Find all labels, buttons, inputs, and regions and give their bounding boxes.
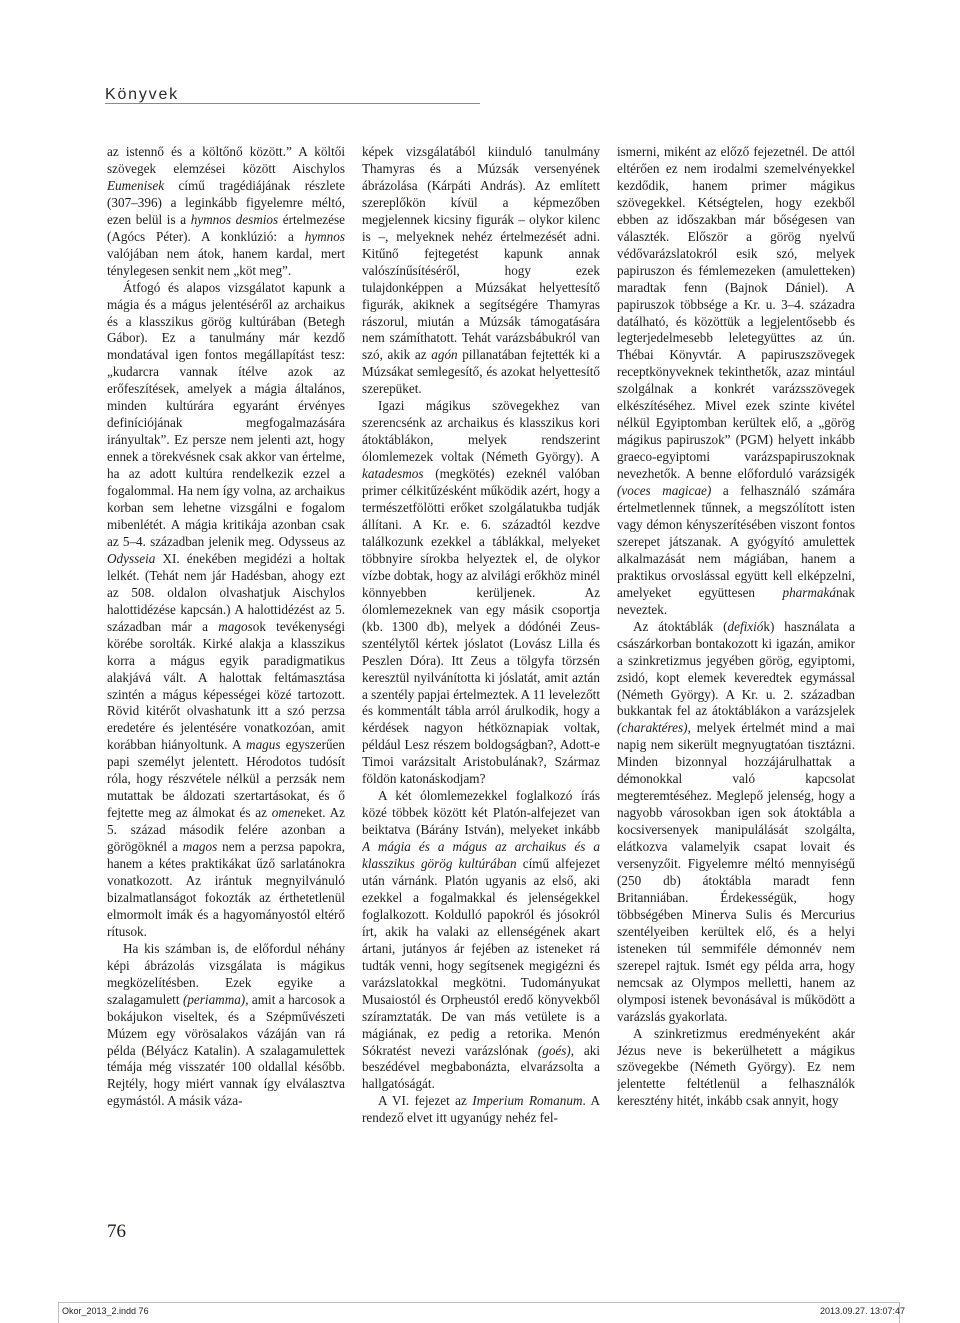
slug-box <box>58 1302 900 1323</box>
text-column-1 <box>107 144 345 1194</box>
paragraph: Az átoktáblák (defixiók) használata a császárkorban bontakozott ki igazán, amikor a szinkretizmus jegyében görög, egyiptomi, zsidó, kopt elemek keveredtek egymással (Németh György). A Kr. u. 2. században bukkantak fel az átoktáblákon a varázsjelek (charaktéres), melyek értelmét mind a mai napig nem sikerült megnyugtatóan tisztázni. Minden bizonnyal hozzájárulhattak a démonokkal való kapcsolat megteremtéséhez. Meglepő jelenség, hogy a nagyobb városokban igen sok átoktábla a kocsiversenyek manipulálását szolgálta, elátkozva valamelyik csapat lovait és versenyzőit. Figyelemre méltó mennyiségű (250 db) átoktábla maradt fenn Britanniában. Érdekességük, hogy többségében Minerva Sulis és Mercurius szentélyeiben kerültek elő, és a helyi isteneken túl semmiféle démonnév nem szerepel rajtuk. Ismét egy példa arra, hogy nemcsak az Olympos melletti, hanem az olymposi istenek bevonásával is működött a varázslás gyakorlata. <box>617 618 855 1024</box>
paragraph: Ha kis számban is, de előfordul néhány képi ábrázolás vizsgálata is mágikus megközelítésben. Ezek egyike a szalagamulett (periamma), amit a harcosok a bokájukon viseltek, és a Szépművészeti Múzem egy vörösalakos vázáján van rá példa (Bélyácz Katalin). A szalagamulettek témája még visszatér 100 oldallal később. Rejtély, hogy miért vannak így elválasztva egymástól. A másik váza- <box>107 940 345 1109</box>
page-number: 76 <box>107 1221 126 1242</box>
slug-time: 13:07:47 <box>870 1306 906 1316</box>
slug-date: 2013.09.27. <box>820 1306 868 1316</box>
paragraph: ismerni, miként az előző fejezetnél. De attól eltérően ez nem irodalmi szemelvényekkel kezdődik, hanem primer mágikus szövegekkel. Kétségtelen, hogy ezekből ebben az időszakban már bőségesen van választék. Először a görög nyelvű védővarázslatokról esik szó, melyek papiruszon és fémlemezeken (amuletteken) maradtak fenn (Bajnok Dániel). A papiruszok többsége a Kr. u. 3–4. századra datálható, és közöttük a legjelentősebb és legterjedelmesebb leletegyüttes az ún. Thébai Könyvtár. A papiruszszövegek receptkönyveknek tekinthetők, azaz mintául szolgálnak a konkrét varázsszövegek elkészítéséhez. Mivel ezek szinte kivétel nélkül Egyiptomban kerültek elő, a „görög mágikus papiruszok” (PGM) helyett inkább graeco-egyiptomi varázspapiruszoknak nevezhetők. A benne előforduló varázsigék (voces magicae) a felhasználó számára értelmetlennek tűnnek, a megszólított isten vagy démon kényszerítésében viszont fontos szerepet játszanak. A gyógyító amulettek alkalmazását nem mágiában, hanem a praktikus orvoslással együtt kell elképzelni, amelyeket együttesen pharmakának neveztek. <box>617 144 855 617</box>
paragraph: az istennő és a költőnő között.” A költői szövegek elemzései között Aischylos Eumenisek című tragédiájának részlete (307–396) a leginkább figyelemre méltó, ezen belül is a hymnos desmios értelmezése (Agócs Péter). A konklúzió: a hymnos valójában nem átok, hanem kardal, mert ténylegesen senkit nem „köt meg”. <box>107 144 345 278</box>
header-rule <box>105 103 480 104</box>
paragraph: Átfogó és alapos vizsgálatot kapunk a mágia és a mágus jelentéséről az archaikus és a klasszikus görög kultúrában (Betegh Gábor). Ez a tanulmány már kezdő mondatával igen fontos megállapítást tesz: „kudarcra vannak ítélve azok az erőfeszítések, amelyek a mágia általános, minden kultúrára egyaránt érvényes definíciójának megfogalmazására irányultak”. Ez persze nem jelenti azt, hogy ennek a törekvésnek csak akkor van értelme, ha az adott kultúra rendelkezik ezzel a fogalommal. Ha nem így volna, az archaikus korban sem lehetne vizsgálni e fogalom mibenlétét. A mágia kritikája azonban csak az 5–4. században jelenik meg. Odysseus az Odysseia XI. énekében megidézi a holtak lelkét. (Tehát nem jár Hadésban, ahogy ezt az 508. oldalon olvashatjuk Aischylos halottidézése kapcsán.) A halottidézést az 5. században már a magosok tevékenységi körébe sorolták. Kirké alakja a klasszikus korra a mágus egyik paradigmatikus alakjává vált. A halottak feltámasztása szintén a mágus képességei közé tartozott. Rövid kitérőt olvashatunk itt a szó perzsa eredetére és jelentésére vonatkozóan, amit korábban hiányoltunk. A magus egyszerűen papi személyt jelentett. Hérodotos tudósít róla, hogy részvétele nélkül a perzsák nem mutattak be áldozati szertartásokat, és ő fejtette meg az álmokat és az omeneket. Az 5. század második felére azonban a görögöknél a magos nem a perzsa papokra, hanem a kétes praktikákat űző sarlatánokra vonatkozott. Az irántuk megnyilvánuló bizalmatlanságot fokozták az érthetetlenül elmormolt imák és a hagyományostól eltérő rítusok. <box>107 279 345 939</box>
slug-file-name: Okor_2013_2.indd 76 <box>62 1306 149 1316</box>
print-slug <box>0 1302 960 1323</box>
paragraph: képek vizsgálatából kiinduló tanulmány Thamyras és a Múzsák versenyének ábrázolása (Kárpáti András). Az említett szereplőkön kívül a képmezőben megjelennek kicsiny figurák – olykor kilenc is –, melyeknek nehéz értelmezését adni. Kitűnő fejtegetést kapunk annak valószínűsítéséről, hogy ezek tulajdonképpen a Múzsákat helyettesítő figurák, akiknek a segítségére Thamyras rászorul, miután a Múzsák támogatására nem számíthatott. Tehát varázsbábukról van szó, akik az agón pillanatában fejtették ki a Múzsákat semlegesítő, és azokat helyettesítő szerepüket. <box>362 144 600 397</box>
text-column-2 <box>362 144 600 1194</box>
paragraph: Igazi mágikus szövegekhez van szerencsénk az archaikus és klasszikus kori átoktáblákon, melyek rendszerint ólomlemezek voltak (Németh György). A katadesmos (megkötés) ezeknél valóban primer célkitűzésként működik azért, hogy a természetfölötti erőket szolgálatukba tudják állítani. A Kr. e. 6. századtól kezdve találkozunk ezekkel a táblákkal, melyeket többnyire sírokba helyeztek el, de olykor vízbe dobtak, hogy az alvilági erőkhöz minél könnyebben kerüljenek. Az ólomlemezeknek van egy másik csoportja (kb. 1300 db), melyek a dódónéi Zeus-szentélytől kértek jóslatot (Lovász Lilla és Peszlen Dóra). Itt Zeus a tölgyfa törzsén keresztül nyilvánította ki jóslatát, amit aztán a szentély papjai értelmeztek. A 11 levelezőtt és kommentált tábla arról árulkodik, hogy a kérdések nagyon hétköznapiak voltak, például Lesz részem boldogságban?, Adott-e Timoi varázsitalt Aristobulának?, Származ földön katonáskodjam? <box>362 398 600 787</box>
paragraph: A két ólomlemezekkel foglalkozó írás közé többek között két Platón-alfejezet van beiktatva (Bárány István), melyeket inkább A mágia és a mágus az archaikus és a klasszikus görög kultúrában című alfejezet után várnánk. Platón ugyanis az első, aki ezekkel a fogalmakkal és jelenségekkel foglalkozott. Koldulló papokról és jósokról írt, akik ha valaki az ellenségének akart ártani, jutányos ár fejében az isteneket rá tudták venni, hogy segítsenek megigézni és varázslatokkal megkötni. Tudományukat Musaiostól és Orpheustól eredő könyvekből szíramztaták. De van más vetülete is a mágiának, ez pedig a retorika. Menón Sókratést nevezi varázslónak (goés), aki beszédével megbabonázta, elvarázsolta a hallgatóságát. <box>362 788 600 1092</box>
paragraph: A szinkretizmus eredményeként akár Jézus neve is bekerülhetett a mágikus szövegekbe (Németh György). Ez nem jelentette feltétlenül a felhasználók keresztény hitét, inkább csak annyit, hogy <box>617 1025 855 1109</box>
text-column-3 <box>617 144 855 1194</box>
running-header-title: Könyvek <box>105 86 179 103</box>
paragraph: A VI. fejezet az Imperium Romanum. A rendező elvet itt ugyanúgy nehéz fel- <box>362 1093 600 1126</box>
